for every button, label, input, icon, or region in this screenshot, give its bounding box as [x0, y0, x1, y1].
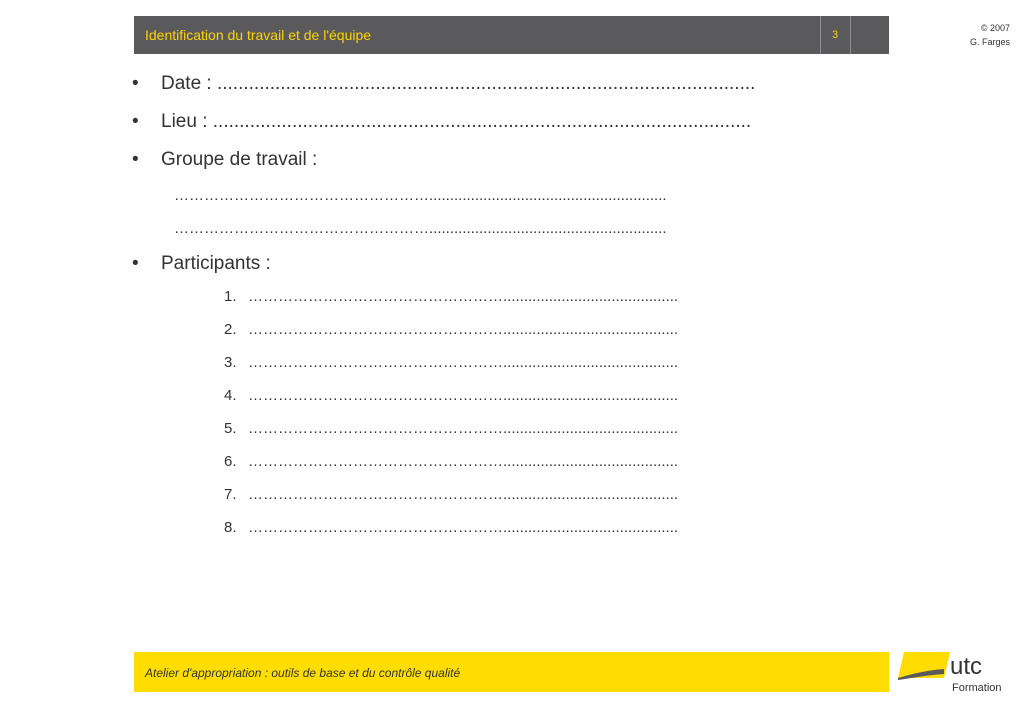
participant-item — [224, 453, 678, 470]
bullet-dot-icon: • — [132, 253, 139, 274]
copyright-year: © 2007 — [980, 23, 1010, 33]
participant-item — [224, 420, 678, 437]
bullet-dot-icon: • — [132, 111, 139, 132]
groupe-label: Groupe de travail : — [161, 149, 318, 170]
groupe-fill-line-1: ……………………………………………......................................................... — [174, 187, 667, 204]
header-divider — [850, 16, 851, 54]
participant-number: 3. — [224, 354, 237, 371]
participant-fill-line: …………………………………………….......................................... — [248, 420, 679, 437]
bullet-date — [132, 73, 755, 95]
participant-number: 6. — [224, 453, 237, 470]
participant-fill-line: …………………………………………….......................................... — [248, 453, 679, 470]
groupe-fill-line-2: ……………………………………………......................................................... — [174, 220, 667, 237]
participant-number: 2. — [224, 321, 237, 338]
participant-number: 5. — [224, 420, 237, 437]
participant-item — [224, 519, 678, 536]
page-number: 3 — [831, 29, 839, 41]
bullet-dot-icon: • — [132, 149, 139, 170]
date-field-line: Date : ...................................................................................................... — [161, 73, 756, 94]
copyright-notice — [970, 21, 1010, 49]
copyright-author: G. Farges — [969, 37, 1010, 47]
logo-sub-text: Formation — [952, 682, 1002, 694]
participant-fill-line: …………………………………………….......................................... — [248, 387, 679, 404]
slide-footer — [134, 652, 889, 692]
bullet-groupe — [132, 149, 317, 171]
participant-number: 7. — [224, 486, 237, 503]
bullet-participants — [132, 253, 271, 275]
participant-number: 8. — [224, 519, 237, 536]
participant-number: 1. — [224, 288, 237, 305]
participant-fill-line: …………………………………………….......................................... — [248, 288, 679, 305]
participant-item — [224, 486, 678, 503]
participant-item — [224, 387, 678, 404]
logo-brand-text: utc — [950, 653, 983, 680]
lieu-field-line: Lieu : ...................................................................................................... — [161, 111, 752, 132]
participant-number: 4. — [224, 387, 237, 404]
participant-item — [224, 321, 678, 338]
participant-item — [224, 288, 678, 305]
slide-header — [134, 16, 889, 54]
participant-fill-line: …………………………………………….......................................... — [248, 321, 679, 338]
participant-fill-line: …………………………………………….......................................... — [248, 486, 679, 503]
participant-fill-line: …………………………………………….......................................... — [248, 519, 679, 536]
slide-title: Identification du travail et de l'équipe — [145, 27, 372, 43]
participant-fill-line: …………………………………………….......................................... — [248, 354, 679, 371]
participants-label: Participants : — [161, 253, 271, 274]
footer-course-title: Atelier d'appropriation : outils de base et du contrôle qualité — [145, 666, 461, 680]
utc-formation-logo — [898, 650, 1013, 696]
bullet-lieu — [132, 111, 751, 133]
participant-item — [224, 354, 678, 371]
bullet-dot-icon: • — [132, 73, 139, 94]
